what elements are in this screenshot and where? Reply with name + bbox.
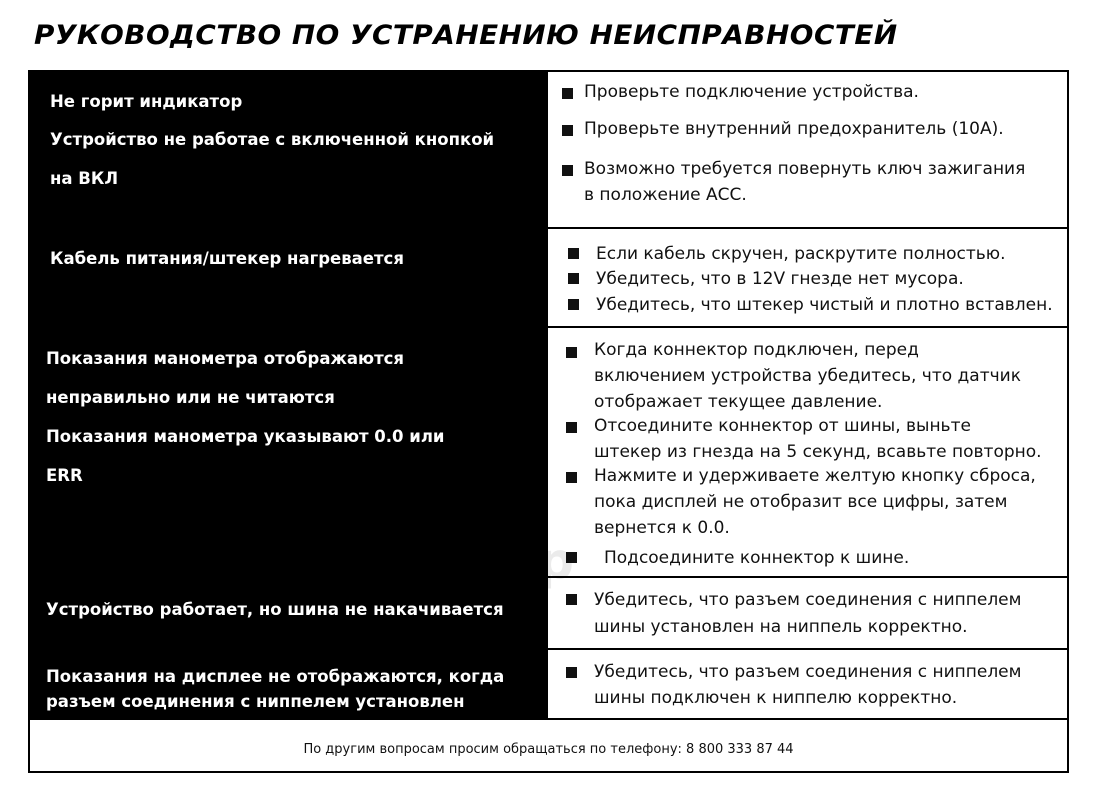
solution-line: штекер из гнезда на 5 секунд, всавьте повторно. bbox=[594, 442, 1042, 462]
bullet-square-icon bbox=[568, 299, 579, 310]
solution-cell bbox=[548, 229, 1067, 326]
solution-cell bbox=[548, 328, 1067, 576]
bullet-square-icon bbox=[566, 422, 577, 433]
bullet-square-icon bbox=[566, 552, 577, 563]
footer bbox=[30, 720, 1067, 773]
solution-line: пока дисплей не отобразит все цифры, затем bbox=[594, 492, 1008, 512]
problem-line: Устройство не работае с включенной кнопкой bbox=[50, 130, 495, 149]
bullet-square-icon bbox=[562, 88, 573, 99]
solution-line: шины подключен к ниппелю корректно. bbox=[594, 688, 958, 708]
solution-line: Отсоедините коннектор от шины, выньте bbox=[594, 416, 971, 436]
solution-line: Возможно требуется повернуть ключ зажигания bbox=[584, 159, 1026, 179]
bullet-square-icon bbox=[568, 248, 579, 259]
solution-line: Убедитесь, что штекер чистый и плотно вставлен. bbox=[596, 295, 1053, 315]
table-row bbox=[30, 328, 1067, 578]
table-row bbox=[30, 578, 1067, 650]
solution-line: Когда коннектор подключен, перед bbox=[594, 340, 919, 360]
solution-line: Убедитесь, что разъем соединения с ниппелем bbox=[594, 590, 1022, 610]
bullet-square-icon bbox=[566, 667, 577, 678]
problem-line: неправильно или не читаются bbox=[46, 388, 335, 407]
solution-line: отображает текущее давление. bbox=[594, 392, 883, 412]
problem-line: на ВКЛ bbox=[50, 169, 119, 188]
solution-line: в положение АСС. bbox=[584, 185, 747, 205]
problem-line: Показания на дисплее не отображаются, когда bbox=[46, 667, 505, 686]
bullet-square-icon bbox=[562, 125, 573, 136]
solution-line: Проверьте подключение устройства. bbox=[584, 82, 919, 102]
solution-cell bbox=[548, 578, 1067, 648]
bullet-square-icon bbox=[562, 165, 573, 176]
problem-cell bbox=[30, 578, 548, 648]
problem-line: Показания манометра указывают 0.0 или bbox=[46, 427, 445, 446]
table-row bbox=[30, 229, 1067, 328]
page-title: РУКОВОДСТВО ПО УСТРАНЕНИЮ НЕИСПРАВНОСТЕЙ bbox=[34, 20, 898, 51]
table-row bbox=[30, 72, 1067, 229]
bullet-square-icon bbox=[566, 472, 577, 483]
table-row bbox=[30, 650, 1067, 720]
problem-cell bbox=[30, 650, 548, 718]
solution-line: шины установлен на ниппель корректно. bbox=[594, 617, 968, 637]
solution-cell bbox=[548, 650, 1067, 718]
contact-phone-text: По другим вопросам просим обращаться по телефону: 8 800 333 87 44 bbox=[303, 742, 794, 757]
problem-line: Не горит индикатор bbox=[50, 92, 243, 111]
bullet-square-icon bbox=[566, 594, 577, 605]
solution-line: Убедитесь, что разъем соединения с ниппелем bbox=[594, 662, 1022, 682]
problem-line: Показания манометра отображаются bbox=[46, 349, 405, 368]
solution-line: Если кабель скручен, раскрутите полностью. bbox=[596, 244, 1006, 264]
solution-cell bbox=[548, 72, 1067, 227]
problem-cell bbox=[30, 229, 548, 326]
solution-line: вернется к 0.0. bbox=[594, 518, 730, 538]
problem-cell bbox=[30, 72, 548, 227]
problem-line: разъем соединения с ниппелем установлен bbox=[46, 692, 465, 711]
problem-line: Устройство работает, но шина не накачивается bbox=[46, 600, 504, 619]
troubleshooting-table bbox=[28, 70, 1069, 773]
bullet-square-icon bbox=[566, 347, 577, 358]
problem-cell bbox=[30, 328, 548, 576]
problem-line: Кабель питания/штекер нагревается bbox=[50, 249, 404, 268]
solution-line: Нажмите и удерживаете желтую кнопку сброса, bbox=[594, 466, 1036, 486]
solution-line: Подсоедините коннектор к шине. bbox=[604, 548, 910, 568]
bullet-square-icon bbox=[568, 273, 579, 284]
solution-line: Убедитесь, что в 12V гнезде нет мусора. bbox=[596, 269, 964, 289]
solution-line: Проверьте внутренний предохранитель (10А). bbox=[584, 119, 1004, 139]
problem-line: ERR bbox=[46, 466, 83, 485]
solution-line: включением устройства убедитесь, что датчик bbox=[594, 366, 1021, 386]
